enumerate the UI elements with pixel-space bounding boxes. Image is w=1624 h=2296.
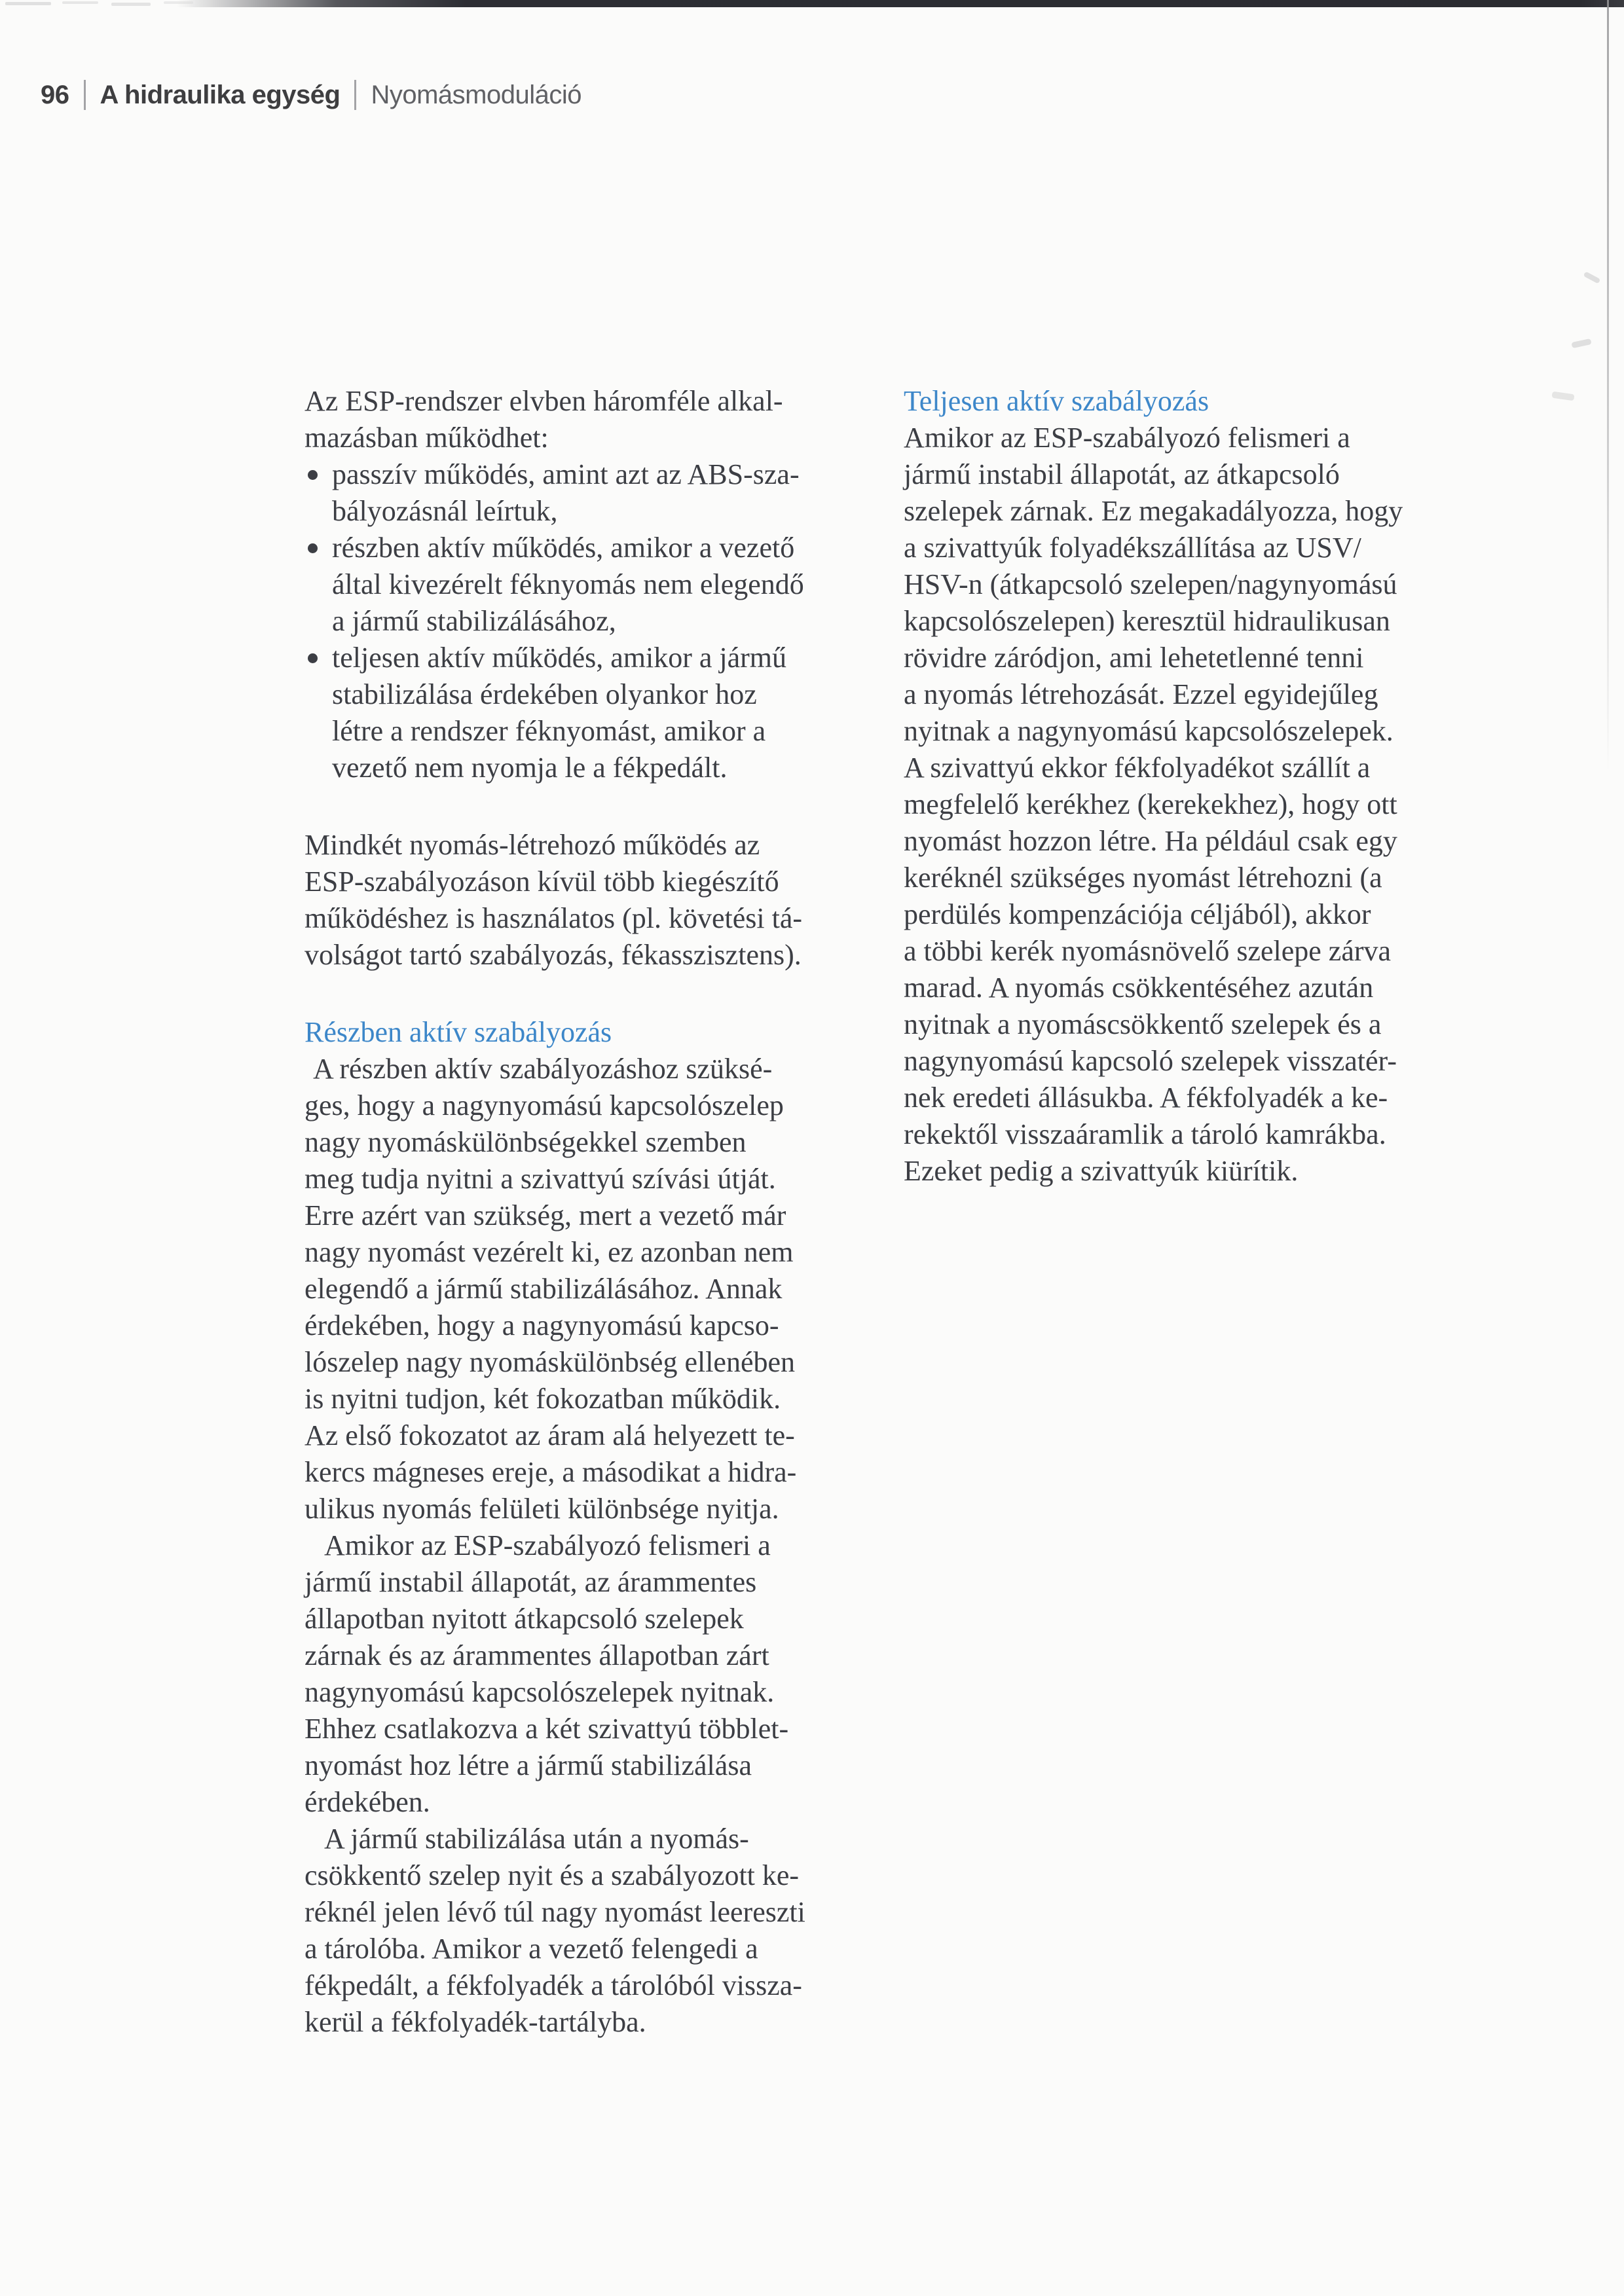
text-line: vezető nem nyomja le a fékpedált. xyxy=(332,752,728,784)
bullet-item-lines xyxy=(332,640,786,786)
text-line: Ezeket pedig a szivattyúk kiürítik. xyxy=(904,1155,1299,1187)
text-line: Amikor az ESP-szabályozó felismeri a xyxy=(324,1529,771,1561)
right-text-column xyxy=(904,383,1511,1190)
text-line: a nyomás létrehozását. Ezzel egyidejűleg xyxy=(904,678,1378,710)
text-line: marad. A nyomás csökkentéséhez azután xyxy=(904,972,1374,1004)
text-line: Amikor az ESP-szabályozó felismeri a xyxy=(904,422,1350,454)
text-line: meg tudja nyitni a szivattyú szívási útját. xyxy=(304,1163,776,1195)
text-line: ESP-szabályozáson kívül több kiegészítő xyxy=(304,866,779,898)
page-header xyxy=(41,79,581,111)
bullet-dot-icon xyxy=(308,653,318,663)
text-line: perdülés kompenzációja céljából), akkor xyxy=(904,898,1371,930)
text-line: jármű instabil állapotát, az átkapcsoló xyxy=(904,458,1340,490)
section-subheading xyxy=(904,383,1511,420)
text-line: kerül a fékfolyadék-tartályba. xyxy=(304,2006,646,2038)
text-line: réknél jelen lévő túl nagy nyomást leereszti xyxy=(304,1896,805,1928)
text-line: elegendő a jármű stabilizálásához. Annak xyxy=(304,1273,783,1305)
text-line: keréknél szükséges nyomást létrehozni (a xyxy=(904,862,1382,894)
text-line: szelepek zárnak. Ez megakadályozza, hogy xyxy=(904,495,1403,527)
text-line: mazásban működhet: xyxy=(304,422,549,454)
text-line: a többi kerék nyomásnövelő szelepe zárva xyxy=(904,935,1392,967)
paragraph xyxy=(304,1821,881,2041)
scan-artifact-smudge xyxy=(111,3,151,6)
paragraph xyxy=(304,383,881,456)
subheading-text: Teljesen aktív szabályozás xyxy=(904,385,1209,417)
bullet-list xyxy=(304,456,881,786)
text-line: létre a rendszer féknyomást, amikor a xyxy=(332,715,766,747)
bullet-dot-icon xyxy=(308,470,318,480)
text-line: volságot tartó szabályozás, fékasszisztens). xyxy=(304,939,802,971)
text-line: nyomást hozzon létre. Ha például csak egy xyxy=(904,825,1397,857)
text-line: nagynyomású kapcsolószelepek nyitnak. xyxy=(304,1676,775,1708)
section-subheading xyxy=(304,1014,881,1051)
chapter-title: A hidraulika egység xyxy=(100,80,341,109)
scan-artifact-pencil-mark xyxy=(1583,271,1601,283)
text-line: passzív működés, amint azt az ABS-sza- xyxy=(332,458,800,490)
text-line: A jármű stabilizálása után a nyomás- xyxy=(324,1823,749,1855)
text-line: teljesen aktív működés, amikor a jármű xyxy=(332,642,787,674)
text-line: a szivattyúk folyadékszállítása az USV/ xyxy=(904,532,1361,564)
text-line: csökkentő szelep nyit és a szabályozott ke- xyxy=(304,1859,800,1891)
scan-artifact-smudge xyxy=(5,2,51,5)
text-line: a jármű stabilizálásához, xyxy=(332,605,616,637)
text-line: bályozásnál leírtuk, xyxy=(332,495,558,527)
paragraph xyxy=(304,1051,881,1527)
scan-artifact-smudge xyxy=(62,1,98,4)
text-line: ges, hogy a nagynyomású kapcsolószelep xyxy=(304,1089,784,1121)
scan-artifact-page-edge xyxy=(1607,0,1609,773)
paragraph xyxy=(304,827,881,974)
bullet-item-lines xyxy=(332,530,804,640)
text-line: nek eredeti állásukba. A fékfolyadék a ke- xyxy=(904,1082,1388,1114)
header-divider xyxy=(354,80,356,110)
bullet-item xyxy=(304,640,881,786)
bullet-item-lines xyxy=(332,456,800,530)
section-title: Nyomásmoduláció xyxy=(371,80,581,109)
text-line: zárnak és az árammentes állapotban zárt xyxy=(304,1639,769,1671)
text-line: nagynyomású kapcsoló szelepek visszatér- xyxy=(904,1045,1397,1077)
text-line: nyitnak a nagynyomású kapcsolószelepek. xyxy=(904,715,1393,747)
paragraph xyxy=(904,420,1511,1190)
text-line: megfelelő kerékhez (kerekekhez), hogy ott xyxy=(904,788,1397,820)
text-line: érdekében, hogy a nagynyomású kapcso- xyxy=(304,1309,779,1341)
text-line: Az első fokozatot az áram alá helyezett te- xyxy=(304,1419,795,1451)
text-line: HSV-n (átkapcsoló szelepen/nagynyomású xyxy=(904,568,1397,600)
text-line: Mindkét nyomás-létrehozó működés az xyxy=(304,829,760,861)
text-line: nyomást hoz létre a jármű stabilizálása xyxy=(304,1749,752,1781)
text-line: stabilizálása érdekében olyankor hoz xyxy=(332,678,757,710)
text-line: kapcsolószelepen) keresztül hidraulikusan xyxy=(904,605,1390,637)
text-line: kercs mágneses ereje, a másodikat a hidra- xyxy=(304,1456,797,1488)
text-line: állapotban nyitott átkapcsoló szelepek xyxy=(304,1603,744,1635)
left-text-column xyxy=(304,383,881,2041)
text-line: rekektől visszaáramlik a tároló kamrákba. xyxy=(904,1118,1386,1150)
scan-artifact-smudge xyxy=(164,1,193,4)
text-line: fékpedált, a fékfolyadék a tárolóból vissza- xyxy=(304,1969,802,2001)
text-line: is nyitni tudjon, két fokozatban működik. xyxy=(304,1383,781,1415)
text-line: Az ESP-rendszer elvben háromféle alkal- xyxy=(304,385,783,417)
text-line: jármű instabil állapotát, az árammentes xyxy=(304,1566,757,1598)
text-line: Ehhez csatlakozva a két szivattyú többlet- xyxy=(304,1713,789,1745)
text-line: nagy nyomáskülönbségekkel szemben xyxy=(304,1126,747,1158)
text-line: A szivattyú ekkor fékfolyadékot szállít a xyxy=(904,752,1371,784)
header-divider xyxy=(84,80,86,110)
text-line: Erre azért van szükség, mert a vezető már xyxy=(304,1199,786,1231)
bullet-item xyxy=(304,456,881,530)
text-line: által kivezérelt féknyomás nem elegendő xyxy=(332,568,804,600)
text-line: A részben aktív szabályozáshoz szüksé- xyxy=(313,1053,773,1085)
scan-artifact-pencil-mark xyxy=(1571,338,1591,348)
text-line: érdekében. xyxy=(304,1786,430,1818)
scan-artifact-pencil-mark xyxy=(1551,392,1574,401)
scan-artifact-top-bar xyxy=(177,0,1624,7)
text-line: rövidre záródjon, ami lehetetlenné tenni xyxy=(904,642,1364,674)
text-line: ulikus nyomás felületi különbsége nyitja. xyxy=(304,1493,779,1525)
page-number: 96 xyxy=(41,80,69,109)
bullet-item xyxy=(304,530,881,640)
bullet-dot-icon xyxy=(308,543,318,553)
text-line: részben aktív működés, amikor a vezető xyxy=(332,532,795,564)
subheading-text: Részben aktív szabályozás xyxy=(304,1016,612,1048)
text-line: működéshez is használatos (pl. követési tá- xyxy=(304,902,803,934)
paragraph xyxy=(304,1527,881,1821)
text-line: nyitnak a nyomáscsökkentő szelepek és a xyxy=(904,1008,1382,1040)
text-line: a tárolóba. Amikor a vezető felengedi a xyxy=(304,1933,758,1965)
text-line: lószelep nagy nyomáskülönbség ellenében xyxy=(304,1346,796,1378)
text-line: nagy nyomást vezérelt ki, ez azonban nem xyxy=(304,1236,794,1268)
